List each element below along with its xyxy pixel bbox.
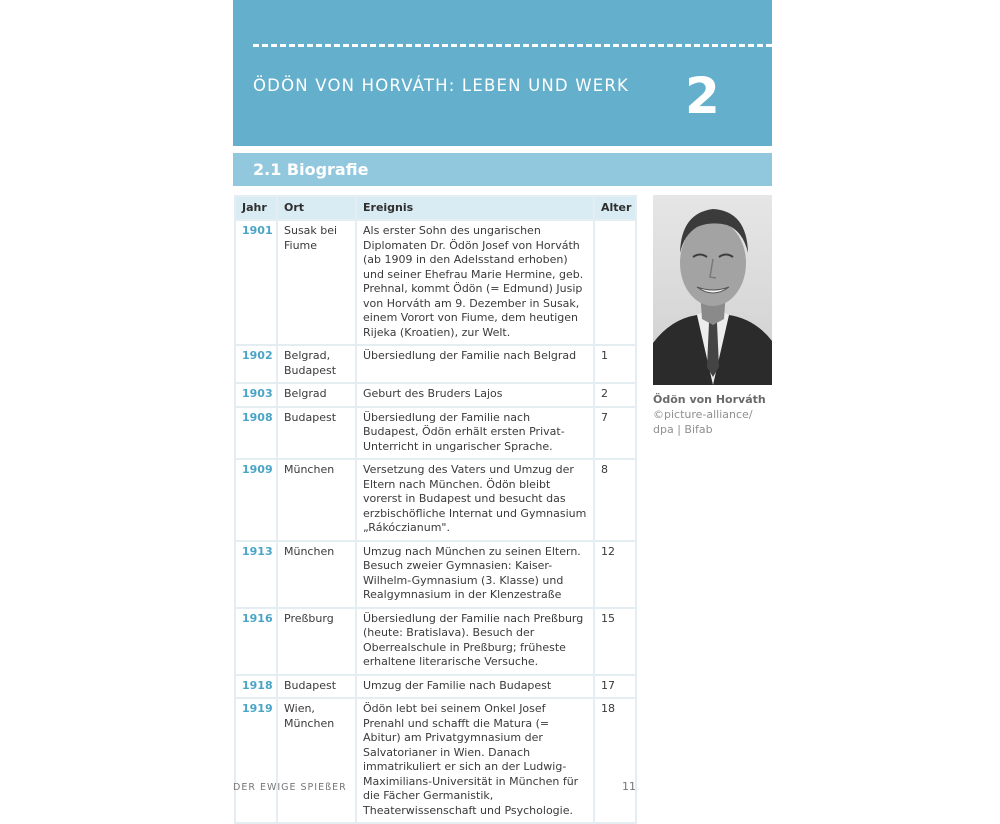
cell-event: Umzug nach München zu seinen Eltern. Besuch zweier Gymnasien: Kaiser-Wilhelm-Gymnasium (3. Klasse) und Realgymnasium in der Klenzestraße (356, 541, 594, 608)
chapter-title: ÖDÖN VON HORVÁTH: LEBEN UND WERK (253, 76, 630, 95)
column-header-event: Ereignis (356, 196, 594, 220)
cell-year: 1913 (235, 541, 277, 608)
portrait-photo (653, 195, 772, 385)
cell-event: Umzug der Familie nach Budapest (356, 675, 594, 699)
cell-place: Budapest (277, 675, 356, 699)
cell-year: 1908 (235, 407, 277, 460)
chapter-header (233, 0, 772, 146)
table-row (235, 608, 636, 675)
cell-year: 1919 (235, 698, 277, 823)
cell-place: Belgrad, Budapest (277, 345, 356, 383)
cell-year: 1918 (235, 675, 277, 699)
cell-place: Susak bei Fiume (277, 220, 356, 345)
table-row (235, 220, 636, 345)
dashed-divider (253, 44, 772, 47)
cell-year: 1902 (235, 345, 277, 383)
cell-age (594, 220, 636, 345)
photo-caption (653, 392, 771, 437)
cell-event: Als erster Sohn des ungarischen Diplomaten Dr. Ödön Josef von Horváth (ab 1909 in den Adelsstand erhoben) und seiner Ehefrau Marie Hermine, geb. Prehnal, kommt Ödön (= Edmund) Jusip von Horváth am 9. Dezember in Susak, einem Vorort von Fiume, dem heutigen Rijeka (Kroatien), zur Welt. (356, 220, 594, 345)
cell-age: 1 (594, 345, 636, 383)
table-row (235, 345, 636, 383)
table-header-row (235, 196, 636, 220)
cell-age: 7 (594, 407, 636, 460)
cell-year: 1901 (235, 220, 277, 345)
cell-age: 2 (594, 383, 636, 407)
cell-event: Versetzung des Vaters und Umzug der Eltern nach München. Ödön bleibt vorerst in Budapest und besucht das erzbischöfliche Internat und Gymnasium „Rákóczianum". (356, 459, 594, 541)
footer-page-number: 11 (622, 780, 636, 793)
cell-event: Übersiedlung der Familie nach Budapest, Ödön erhält ersten Privat-Unterricht in ungarischer Sprache. (356, 407, 594, 460)
table-row (235, 541, 636, 608)
cell-place: München (277, 459, 356, 541)
column-header-age: Alter (594, 196, 636, 220)
cell-event: Übersiedlung der Familie nach Preßburg (heute: Bratislava). Besuch der Oberrealschule in Preßburg; früheste erhaltene literarische Versuche. (356, 608, 594, 675)
cell-place: Budapest (277, 407, 356, 460)
cell-age: 15 (594, 608, 636, 675)
biography-table (234, 195, 637, 824)
table-row (235, 459, 636, 541)
table-row (235, 383, 636, 407)
cell-age: 8 (594, 459, 636, 541)
cell-year: 1903 (235, 383, 277, 407)
column-header-place: Ort (277, 196, 356, 220)
cell-age: 12 (594, 541, 636, 608)
cell-age: 17 (594, 675, 636, 699)
cell-event: Geburt des Bruders Lajos (356, 383, 594, 407)
table-row (235, 407, 636, 460)
caption-name: Ödön von Horváth (653, 393, 766, 406)
cell-place: Belgrad (277, 383, 356, 407)
section-bar (233, 153, 772, 186)
cell-year: 1916 (235, 608, 277, 675)
column-header-year: Jahr (235, 196, 277, 220)
table-row (235, 698, 636, 823)
cell-place: Preßburg (277, 608, 356, 675)
cell-event: Übersiedlung der Familie nach Belgrad (356, 345, 594, 383)
footer-book-title: DER EWIGE SPIEßER (233, 782, 347, 793)
cell-place: Wien, München (277, 698, 356, 823)
cell-place: München (277, 541, 356, 608)
cell-event: Ödön lebt bei seinem Onkel Josef Prenahl und schafft die Matura (= Abitur) am Privatgymnasium der Salvatorianer in Wien. Danach immatrikuliert er sich an der Ludwig-Maximilians-Universität in München für die Fächer Germanistik, Theaterwissenschaft und Psychologie. (356, 698, 594, 823)
chapter-number: 2 (685, 67, 720, 125)
caption-credit: ©picture-alliance/ (653, 408, 753, 421)
caption-credit: dpa | Bifab (653, 423, 713, 436)
cell-age: 18 (594, 698, 636, 823)
cell-year: 1909 (235, 459, 277, 541)
section-title: 2.1 Biografie (253, 160, 369, 179)
table-row (235, 675, 636, 699)
